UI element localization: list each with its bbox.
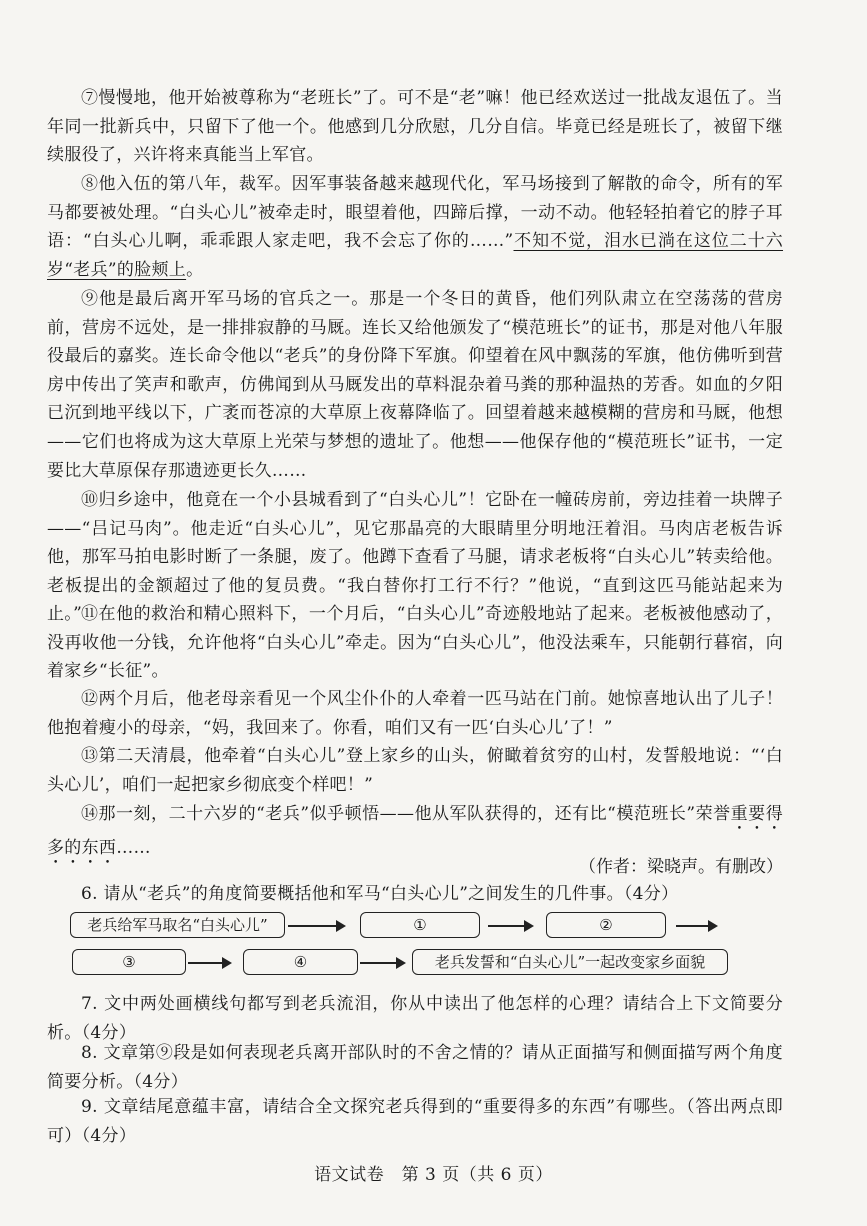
flow-arrow bbox=[288, 925, 344, 927]
page-footer: 语文试卷 第 3 页（共 6 页） bbox=[314, 1165, 553, 1185]
underlined-sentence: 不知不觉，泪水已淌在这位二十六岁“老兵”的脸颊上 bbox=[47, 231, 784, 280]
flow-arrow bbox=[488, 925, 532, 927]
flow-arrow bbox=[188, 962, 230, 964]
flow-arrow bbox=[360, 962, 404, 964]
paragraph-13: ⑬第二天清晨，他牵着“白头心儿”登上家乡的山头，俯瞰着贫穷的山村，发誓般地说：“‘白头心儿’，咱们一起把家乡彻底变个样吧！” bbox=[47, 746, 783, 795]
paragraph-9: ⑨他是最后离开军马场的官兵之一。那是一个冬日的黄昏，他们列队肃立在空荡荡的营房前，营房不远处，是一排排寂静的马厩。连长又给他颁发了“模范班长”的证书，那是对他八年服役最后的嘉奖。连长命令他以“老兵”的身份降下军旗。仰望着在风中飘荡的军旗，他仿佛听到营房中传出了笑声和歌声，仿佛闻到从马厩发出的草料混杂着马粪的那种温热的芳香。如血的夕阳已沉到地平线以下，广袤而苍凉的大草原上夜幕降临了。回望着越来越模糊的营房和马厩，他想——它们也将成为这大草原上光荣与梦想的遗址了。他想——他保存他的“模范班长”证书，一定要比大草原保存那遗迹更长久…… bbox=[47, 289, 783, 481]
paragraph-14-text: ⑭那一刻，二十六岁的“老兵”似乎顿悟——他从军队获得的，还有比“模范班长”荣誉 bbox=[81, 804, 731, 824]
question-6: 6. 请从“老兵”的角度简要概括他和军马“白头心儿”之间发生的几件事。（4分） bbox=[81, 884, 679, 904]
paragraph-10: ⑩归乡途中，他竟在一个小县城看到了“白头心儿”！它卧在一幢砖房前，旁边挂着一块牌子——“吕记马肉”。他走近“白头心儿”，见它那晶亮的大眼睛里分明地汪着泪。马肉店老板告诉他，那军马拍电影时断了一条腿，废了。他蹲下查看了马腿，请求老板将“白头心儿”转卖给他。老板提出的金额超过了他的复员费。“我白替你打工行不行？”他说，“直到这匹马能站起来为止。” bbox=[47, 490, 783, 625]
paragraph-11: ⑪在他的救治和精心照料下，一个月后，“白头心儿”奇迹般地站了起来。老板被他感动了，没再收他一分钱，允许他将“白头心儿”牵走。因为“白头心儿”，他没法乘车，只能朝行暮宿，向着家乡“长征”。 bbox=[47, 604, 783, 682]
question-8: 8. 文章第⑨段是如何表现老兵离开部队时的不舍之情的？请从正面描写和侧面描写两个角度简要分析。（4分） bbox=[47, 1043, 783, 1092]
flow-box-blank-2: ② bbox=[546, 912, 666, 938]
paragraph-12: ⑫两个月后，他老母亲看见一个风尘仆仆的人牵着一匹马站在门前。她惊喜地认出了儿子！他抱着瘦小的母亲，“妈，我回来了。你看，咱们又有一匹‘白头心儿’了！” bbox=[47, 689, 783, 738]
paragraph-14-end: …… bbox=[116, 838, 151, 858]
flow-box-blank-3: ③ bbox=[72, 949, 186, 975]
flow-box-start: 老兵给军马取名“白头心儿” bbox=[70, 912, 285, 938]
dotted-phrase: 重要得多的东西 bbox=[47, 804, 783, 858]
paragraph-8-text: ⑧他入伍的第八年，裁军。因军事装备越来越现代化，军马场接到了解散的命令，所有的军马都要被处理。“白头心儿”被牵走时，眼望着他，四蹄后撑，一动不动。他轻轻拍着它的脖子耳语：“白头心儿啊，乖乖跟人家走吧，我不会忘了你的……” bbox=[47, 174, 783, 252]
question-9: 9. 文章结尾意蕴丰富，请结合全文探究老兵得到的“重要得多的东西”有哪些。（答出两点即可）（4分） bbox=[47, 1097, 783, 1146]
flow-arrow bbox=[676, 925, 716, 927]
flow-box-blank-1: ① bbox=[360, 912, 480, 938]
flow-box-end: 老兵发誓和“白头心儿”一起改变家乡面貌 bbox=[412, 949, 728, 975]
paragraph-8 bbox=[47, 170, 783, 284]
question-7: 7. 文中两处画横线句都写到老兵流泪，你从中读出了他怎样的心理？请结合上下文简要分析。（4分） bbox=[47, 994, 783, 1043]
paragraph-7: ⑦慢慢地，他开始被尊称为“老班长”了。可不是“老”嘛！他已经欢送过一批战友退伍了。当年同一批新兵中，只留下了他一个。他感到几分欣慰，几分自信。毕竟已经是班长了，被留下继续服役了，兴许将来真能当上军官。 bbox=[47, 88, 783, 166]
paragraph-8-end: 。 bbox=[186, 259, 204, 280]
flow-box-blank-4: ④ bbox=[243, 949, 358, 975]
author-note: （作者：梁晓声。有删改） bbox=[579, 857, 783, 877]
